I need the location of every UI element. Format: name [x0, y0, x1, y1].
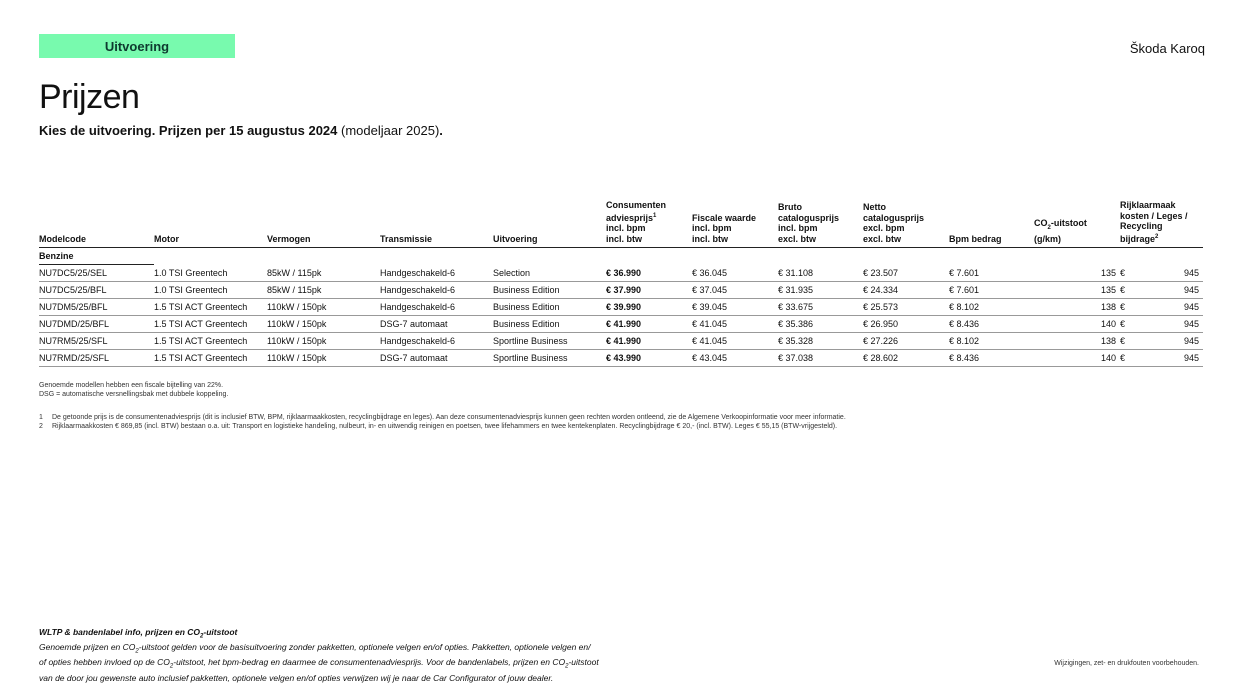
consumentenprijs-cell: € 41.990: [606, 316, 692, 333]
table-row: [39, 265, 1203, 282]
bruto-cell: € 31.108: [778, 265, 863, 282]
co2-cell: 140: [1034, 316, 1120, 333]
uitvoering-cell: Sportline Business: [493, 350, 606, 367]
col-bruto-l4: excl. btw: [778, 233, 817, 244]
col-motor: Motor: [154, 200, 267, 248]
col-bpm-bedrag: Bpm bedrag: [949, 200, 1034, 248]
wltp-l1a: Genoemde prijzen en CO: [39, 642, 136, 653]
transmissie-cell: Handgeschakeld-6: [380, 333, 493, 350]
col-co2-unit: (g/km): [1034, 233, 1061, 244]
transmissie-cell: Handgeschakeld-6: [380, 299, 493, 316]
currency-symbol: €: [1120, 336, 1126, 346]
footnotes: [39, 413, 846, 431]
co2-cell: 135: [1034, 282, 1120, 299]
footnote-number: 2: [39, 423, 43, 430]
rijklaar-cell: [1120, 333, 1203, 350]
rijklaar-cell: [1120, 299, 1203, 316]
vermogen-cell: 85kW / 115pk: [267, 282, 380, 299]
motor-cell: 1.5 TSI ACT Greentech: [154, 333, 267, 350]
wltp-title: [39, 627, 619, 642]
wltp-title-a: WLTP & bandenlabel info, prijzen en CO: [39, 627, 201, 637]
model-notes: [39, 381, 228, 399]
modelcode-cell: NU7DC5/25/SEL: [39, 265, 154, 282]
footnote-2: [39, 422, 846, 431]
col-consumenten-l3: incl. bpm: [606, 223, 646, 233]
netto-cell: € 27.226: [863, 333, 949, 350]
col-netto-catalogusprijs: [863, 200, 949, 248]
uitvoering-cell: Business Edition: [493, 316, 606, 333]
subtitle-bold: Kies de uitvoering. Prijzen per 15 augustus 2024: [39, 123, 338, 138]
wltp-l1sub: 2: [135, 648, 139, 655]
col-fiscale-l3: incl. btw: [692, 233, 728, 244]
bruto-cell: € 31.935: [778, 282, 863, 299]
motor-cell: 1.5 TSI ACT Greentech: [154, 350, 267, 367]
bpm-cell: € 7.601: [949, 265, 1034, 282]
footnote-number: 1: [39, 414, 43, 421]
col-netto-l2: catalogusprijs: [863, 212, 925, 223]
modelcode-cell: NU7DMD/25/BFL: [39, 316, 154, 333]
bpm-cell: € 8.102: [949, 333, 1034, 350]
table-header-row: [39, 200, 1203, 248]
bpm-cell: € 8.102: [949, 299, 1034, 316]
rijklaar-cell: [1120, 265, 1203, 282]
note-bijtelling: Genoemde modellen hebben een fiscale bijtelling van 22%.: [39, 382, 224, 389]
currency-symbol: €: [1120, 285, 1126, 295]
bpm-cell: € 8.436: [949, 316, 1034, 333]
table-row: [39, 350, 1203, 367]
col-consumentenadviesprijs: [606, 200, 692, 248]
col-rijklaar-l2: kosten / Leges /: [1120, 210, 1188, 221]
subtitle-light: (modeljaar 2025): [341, 123, 440, 138]
footnote-1: [39, 413, 846, 422]
wltp-info: [39, 627, 619, 683]
currency-symbol: €: [1120, 268, 1126, 278]
col-rijklaar-l4: bijdrage: [1120, 233, 1156, 244]
col-fiscale-l2: incl. bpm: [692, 223, 732, 233]
col-co2-sub: 2: [1047, 225, 1051, 231]
page-subtitle: [39, 123, 443, 138]
col-bruto-l3: incl. bpm: [778, 223, 818, 233]
col-rijklaar-l1: Rijklaarmaak: [1120, 200, 1176, 210]
modelcode-cell: NU7RM5/25/SFL: [39, 333, 154, 350]
footnote-text: De getoonde prijs is de consumentenadviesprijs (dit is inclusief BTW, BPM, rijklaarmaakkosten, recyclingbijdrage en leges). Aan deze consumentenadviesprijs kunnen geen rechten worden ontleend, zie de Algemene Verkoopinformatie voor meer informatie.: [52, 414, 846, 421]
footnote-ref-2: 2: [1155, 233, 1159, 240]
footnote-ref-1: 1: [653, 212, 657, 219]
netto-cell: € 23.507: [863, 265, 949, 282]
modelcode-cell: NU7DM5/25/BFL: [39, 299, 154, 316]
col-vermogen: Vermogen: [267, 200, 380, 248]
section-tag: Uitvoering: [39, 34, 235, 58]
col-netto-l4: excl. btw: [863, 233, 902, 244]
wltp-title-sub: 2: [200, 633, 204, 640]
wltp-line-1: [39, 642, 619, 657]
col-co2-prefix: CO: [1034, 218, 1048, 229]
co2-cell: 138: [1034, 299, 1120, 316]
modelcode-cell: NU7DC5/25/BFL: [39, 282, 154, 299]
footnote-text: Rijklaarmaakkosten € 869,85 (incl. BTW) bestaan o.a. uit: Transport en logistieke handeling, nulbeurt, in- en uitwendig reinigen en poetsen, twee lifehammers en twee kentekenplaten. Recyclingbijdrage € 20,- (incl. BTW). Leges € 55,15 (BTW-vrijgesteld).: [52, 423, 838, 430]
motor-cell: 1.0 TSI Greentech: [154, 282, 267, 299]
uitvoering-cell: Business Edition: [493, 282, 606, 299]
fiscale-waarde-cell: € 37.045: [692, 282, 778, 299]
bruto-cell: € 35.328: [778, 333, 863, 350]
fiscale-waarde-cell: € 36.045: [692, 265, 778, 282]
currency-symbol: €: [1120, 353, 1126, 363]
fiscale-waarde-cell: € 41.045: [692, 333, 778, 350]
consumentenprijs-cell: € 39.990: [606, 299, 692, 316]
disclaimer: Wijzigingen, zet- en drukfouten voorbehouden.: [1054, 660, 1199, 667]
col-bruto-catalogusprijs: [778, 200, 863, 248]
uitvoering-cell: Business Edition: [493, 299, 606, 316]
consumentenprijs-cell: € 36.990: [606, 265, 692, 282]
rijklaar-cell: [1120, 350, 1203, 367]
col-netto-l3: excl. bpm: [863, 223, 905, 233]
vermogen-cell: 110kW / 150pk: [267, 299, 380, 316]
rijklaar-value: 945: [1183, 353, 1199, 363]
table-row: [39, 299, 1203, 316]
table-row: [39, 333, 1203, 350]
price-table: [39, 200, 1203, 367]
col-consumenten-l2: adviesprijs: [606, 212, 654, 223]
rijklaar-value: 945: [1183, 319, 1199, 329]
netto-cell: € 25.573: [863, 299, 949, 316]
wltp-l2sub: 2: [169, 664, 174, 671]
bruto-cell: € 35.386: [778, 316, 863, 333]
col-consumenten-l1: Consumenten: [606, 200, 667, 210]
transmissie-cell: Handgeschakeld-6: [380, 282, 493, 299]
fiscale-waarde-cell: € 41.045: [692, 316, 778, 333]
col-fiscale-waarde: [692, 200, 778, 248]
wltp-l2a: of opties hebben invloed op de CO: [39, 657, 170, 668]
vermogen-cell: 110kW / 150pk: [267, 316, 380, 333]
bruto-cell: € 37.038: [778, 350, 863, 367]
bruto-cell: € 33.675: [778, 299, 863, 316]
col-netto-l1: Netto: [863, 202, 886, 212]
table-row: [39, 282, 1203, 299]
col-modelcode: Modelcode: [39, 200, 154, 248]
motor-cell: 1.0 TSI Greentech: [154, 265, 267, 282]
rijklaar-cell: [1120, 282, 1203, 299]
wltp-l2sub2: 2: [565, 664, 569, 671]
wltp-line-3: van de door jou gewenste auto inclusief pakketten, optionele velgen en/of opties verwijzen wij je naar de Car Configurator of jouw dealer.: [39, 672, 554, 683]
uitvoering-cell: Selection: [493, 265, 606, 282]
col-co2-suffix: -uitstoot: [1050, 218, 1087, 229]
subtitle-end: .: [439, 123, 443, 138]
motor-cell: 1.5 TSI ACT Greentech: [154, 316, 267, 333]
page-title: Prijzen: [39, 78, 140, 116]
wltp-l2b: -uitstoot, het bpm-bedrag en daarmee de consumentenadviesprijs. Voor de bandenlabels, prijzen en CO: [173, 657, 566, 668]
col-consumenten-l4: incl. btw: [606, 233, 642, 244]
netto-cell: € 26.950: [863, 316, 949, 333]
rijklaar-cell: [1120, 316, 1203, 333]
currency-symbol: €: [1120, 302, 1126, 312]
co2-cell: 138: [1034, 333, 1120, 350]
wltp-line-2: [39, 657, 619, 672]
consumentenprijs-cell: € 41.990: [606, 333, 692, 350]
transmissie-cell: DSG-7 automaat: [380, 316, 493, 333]
netto-cell: € 28.602: [863, 350, 949, 367]
rijklaar-value: 945: [1183, 336, 1199, 346]
modelcode-cell: NU7RMD/25/SFL: [39, 350, 154, 367]
consumentenprijs-cell: € 37.990: [606, 282, 692, 299]
col-co2-uitstoot: [1034, 200, 1120, 248]
group-label: Benzine: [39, 248, 154, 265]
wltp-l2c: -uitstoot: [568, 657, 599, 668]
consumentenprijs-cell: € 43.990: [606, 350, 692, 367]
rijklaar-value: 945: [1183, 285, 1199, 295]
vermogen-cell: 85kW / 115pk: [267, 265, 380, 282]
fiscale-waarde-cell: € 43.045: [692, 350, 778, 367]
col-rijklaar-l3: Recycling: [1120, 221, 1163, 231]
motor-cell: 1.5 TSI ACT Greentech: [154, 299, 267, 316]
bpm-cell: € 8.436: [949, 350, 1034, 367]
col-bruto-l2: catalogusprijs: [778, 212, 840, 223]
col-fiscale-l1: Fiscale waarde: [692, 212, 757, 223]
uitvoering-cell: Sportline Business: [493, 333, 606, 350]
currency-symbol: €: [1120, 319, 1126, 329]
transmissie-cell: Handgeschakeld-6: [380, 265, 493, 282]
bpm-cell: € 7.601: [949, 282, 1034, 299]
co2-cell: 135: [1034, 265, 1120, 282]
group-row: [39, 248, 1203, 265]
col-bruto-l1: Bruto: [778, 202, 802, 212]
rijklaar-value: 945: [1183, 268, 1199, 278]
wltp-title-b: -uitstoot: [203, 627, 238, 637]
co2-cell: 140: [1034, 350, 1120, 367]
transmissie-cell: DSG-7 automaat: [380, 350, 493, 367]
netto-cell: € 24.334: [863, 282, 949, 299]
note-dsg: DSG = automatische versnellingsbak met dubbele koppeling.: [39, 391, 229, 398]
brand-name: Škoda Karoq: [1129, 41, 1205, 56]
rijklaar-value: 945: [1183, 302, 1199, 312]
col-rijklaarmaakkosten: [1120, 200, 1203, 248]
col-transmissie: Transmissie: [380, 200, 493, 248]
wltp-l1b: -uitstoot gelden voor de basisuitvoering zonder pakketten, optionele velgen en/of opties. Pakketten, optionele velgen en/: [138, 642, 591, 653]
fiscale-waarde-cell: € 39.045: [692, 299, 778, 316]
vermogen-cell: 110kW / 150pk: [267, 350, 380, 367]
table-row: [39, 316, 1203, 333]
vermogen-cell: 110kW / 150pk: [267, 333, 380, 350]
col-uitvoering: Uitvoering: [493, 200, 606, 248]
